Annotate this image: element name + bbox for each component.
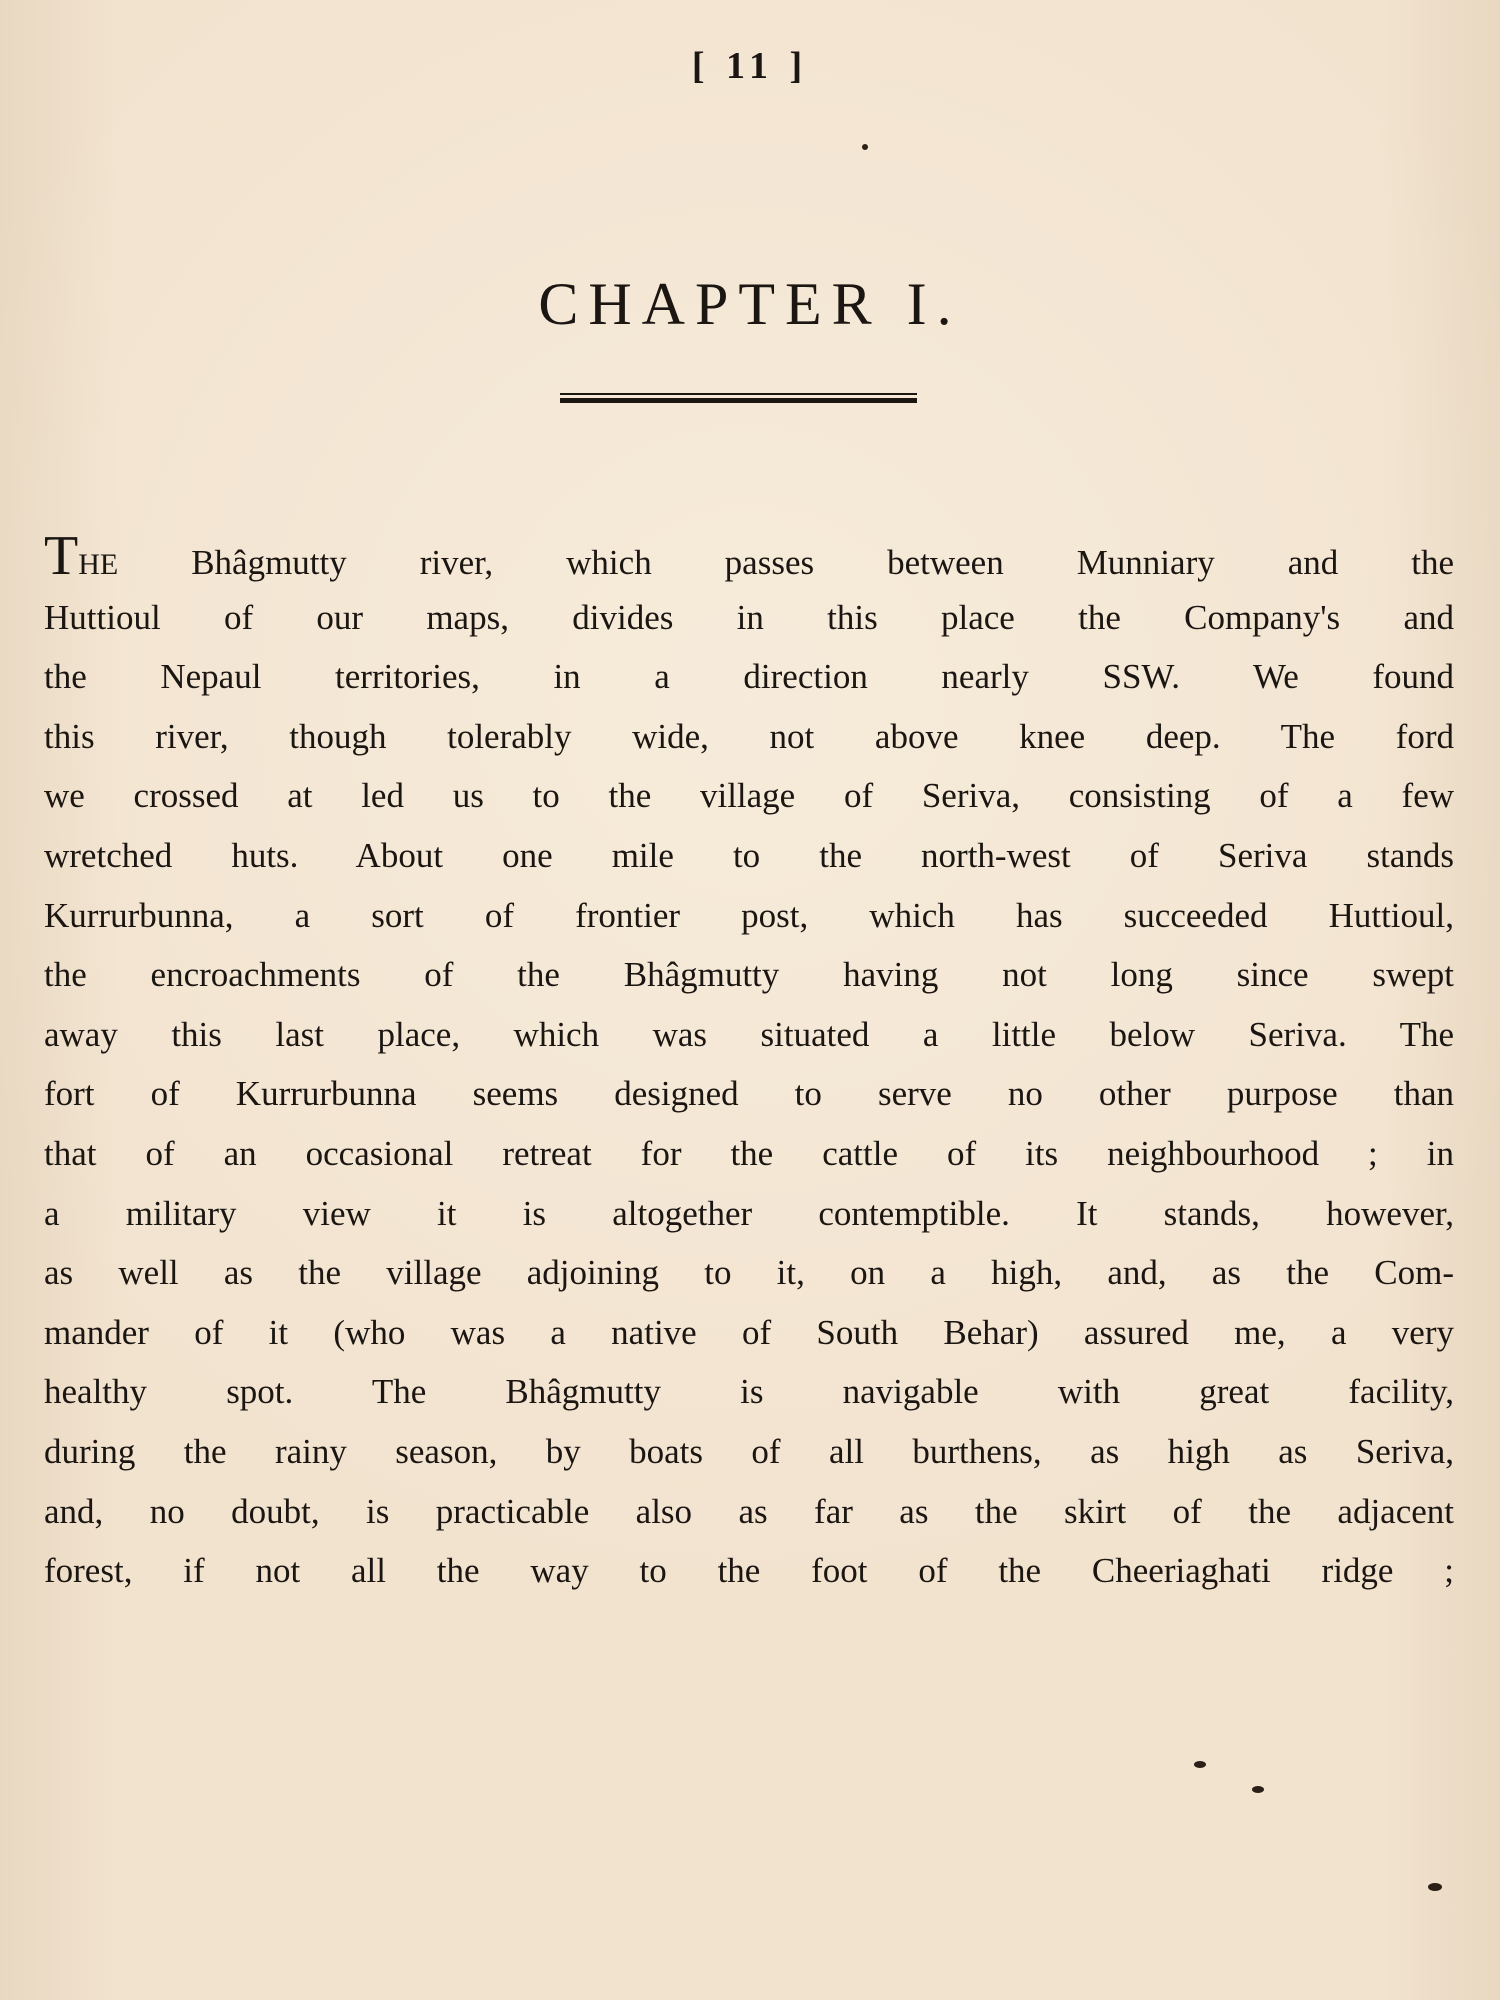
paragraph-line: a military view it is altogether contemptible. It stands, however,	[44, 1193, 1454, 1233]
divider-thick-line	[560, 398, 917, 403]
paragraph-line-text: Bhâgmutty river, which passes between Munniary and the	[118, 543, 1454, 582]
chapter-paragraph	[44, 525, 1454, 1601]
paragraph-line: this river, though tolerably wide, not above knee deep. The ford	[44, 716, 1454, 756]
paper-speck	[1252, 1786, 1264, 1793]
lead-small-caps: HE	[78, 548, 119, 581]
paragraph-line: wretched huts. About one mile to the north-west of Seriva stands	[44, 835, 1454, 875]
paragraph-line: away this last place, which was situated a little below Seriva. The	[44, 1014, 1454, 1054]
title-divider-rule	[560, 393, 917, 403]
paragraph-line: we crossed at led us to the village of Seriva, consisting of a few	[44, 776, 1454, 816]
paragraph-line: mander of it (who was a native of South Behar) assured me, a very	[44, 1312, 1454, 1352]
paragraph-line	[44, 525, 1454, 588]
paragraph-line: healthy spot. The Bhâgmutty is navigable with great facility,	[44, 1372, 1454, 1412]
paragraph-line: Huttioul of our maps, divides in this place the Company's and	[44, 597, 1454, 637]
drop-cap: T	[44, 525, 79, 587]
paragraph-line: and, no doubt, is practicable also as far as the skirt of the adjacent	[44, 1491, 1454, 1531]
chapter-title: CHAPTER I.	[538, 271, 962, 337]
paragraph-line: that of an occasional retreat for the cattle of its neighbourhood ; in	[44, 1133, 1454, 1173]
paragraph-line: during the rainy season, by boats of all burthens, as high as Seriva,	[44, 1431, 1454, 1471]
paragraph-line: Kurrurbunna, a sort of frontier post, which has succeeded Huttioul,	[44, 895, 1454, 935]
paragraph-line: fort of Kurrurbunna seems designed to serve no other purpose than	[44, 1074, 1454, 1114]
paper-speck	[1194, 1761, 1206, 1768]
paragraph-line: the encroachments of the Bhâgmutty having not long since swept	[44, 955, 1454, 995]
paper-speck	[1428, 1883, 1442, 1891]
paper-speck	[862, 144, 868, 150]
paragraph-line: the Nepaul territories, in a direction nearly SSW. We found	[44, 657, 1454, 697]
divider-thin-line	[560, 393, 917, 395]
paragraph-line: forest, if not all the way to the foot of the Cheeriaghati ridge ;	[44, 1551, 1454, 1591]
paragraph-line: as well as the village adjoining to it, on a high, and, as the Com-	[44, 1253, 1454, 1293]
page-number: [ 11 ]	[691, 45, 809, 87]
